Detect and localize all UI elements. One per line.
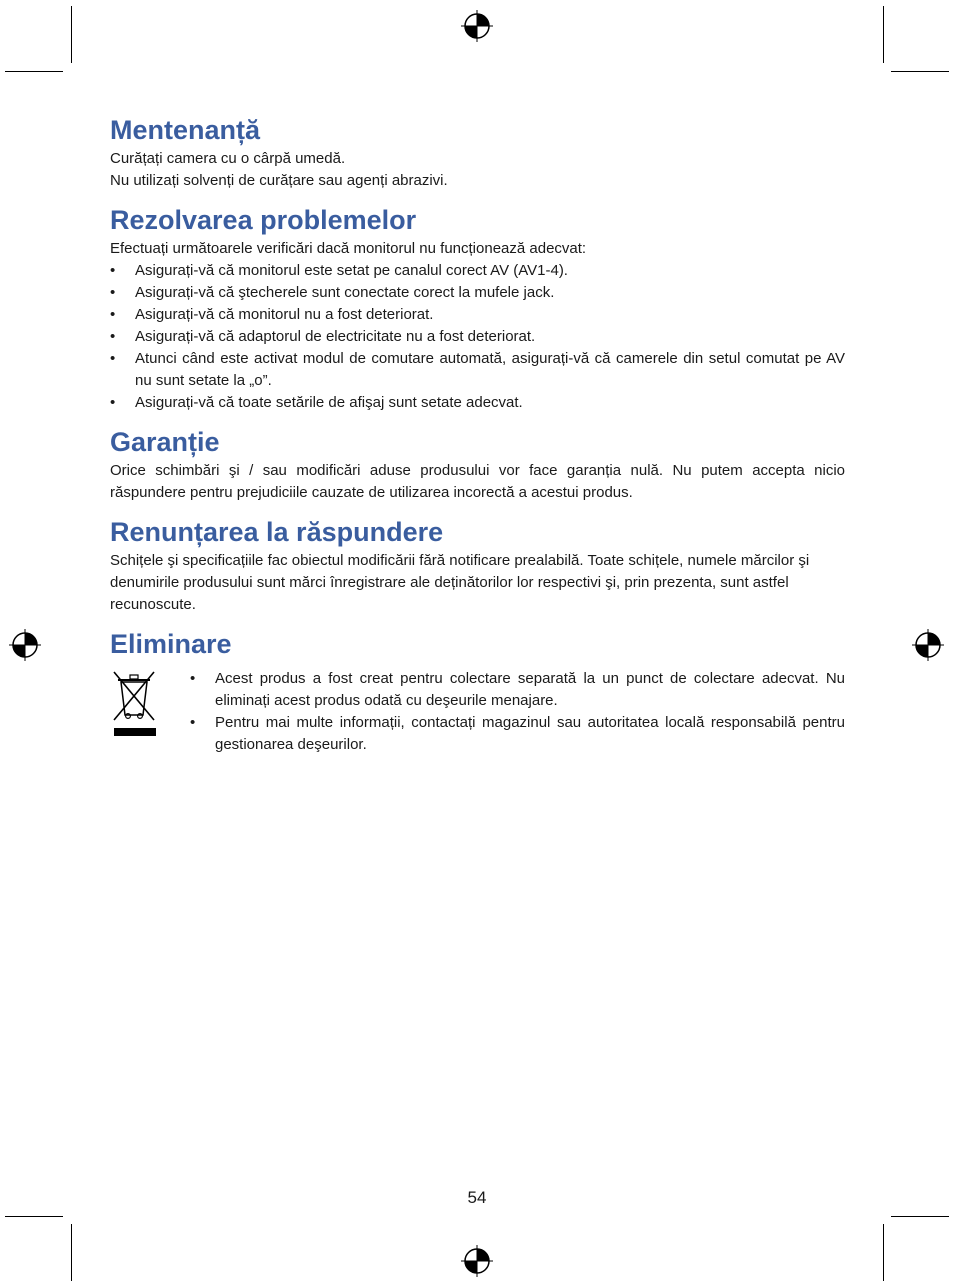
crop-mark [891, 1216, 949, 1217]
registration-mark-icon [461, 1245, 493, 1277]
bullet: • [110, 394, 116, 411]
maintenance-line: Nu utilizați solvenți de curățare sau agenți abrazivi. [110, 172, 448, 189]
bullet: • [110, 306, 116, 323]
registration-mark-icon [912, 629, 944, 661]
warranty-text: Orice schimbări şi / sau modificări aduse produsului vor face garanția nulă. Nu putem accepta nicio răspundere pentru prejudiciile cauzate de utilizarea incorectă a acestui produs. [110, 462, 845, 501]
bullet: • [110, 262, 116, 279]
maintenance-heading: Mentenanță [110, 115, 261, 145]
maintenance-section [110, 112, 845, 192]
crop-mark [71, 1224, 72, 1281]
list-item-text: Asigurați-vă că monitorul nu a fost deteriorat. [135, 306, 434, 323]
crop-mark [883, 6, 884, 63]
page-number: 54 [467, 1188, 487, 1207]
list-item-text: Asigurați-vă că ştecherele sunt conectate corect la mufele jack. [135, 284, 555, 301]
list-item [110, 260, 845, 282]
list-item [110, 304, 845, 326]
list-item-text: Atunci când este activat modul de comutare automată, asigurați-vă că camerele din setul comutat pe AV nu sunt setate la „o”. [135, 350, 845, 389]
bullet: • [110, 328, 116, 345]
crop-mark [71, 6, 72, 63]
crop-mark [891, 71, 949, 72]
disposal-list [190, 668, 845, 756]
list-item-text: Acest produs a fost creat pentru colectare separată la un punct de colectare adecvat. Nu eliminați acest produs odată cu deşeurile menajare. [215, 670, 845, 709]
registration-mark-icon [461, 10, 493, 42]
list-item [190, 668, 845, 712]
disposal-body [110, 668, 845, 756]
bullet: • [110, 350, 116, 367]
list-item [110, 392, 845, 414]
disposal-section [110, 626, 845, 756]
warranty-section [110, 424, 845, 504]
list-item [110, 282, 845, 304]
crossed-out-bin-icon [110, 668, 158, 740]
page-content [110, 112, 845, 766]
warranty-heading: Garanție [110, 427, 220, 457]
list-item-text: Asigurați-vă că adaptorul de electricitate nu a fost deteriorat. [135, 328, 536, 345]
maintenance-line: Curățați camera cu o cârpă umedă. [110, 150, 346, 167]
disclaimer-text: Schițele şi specificațiile fac obiectul modificării fără notificare prealabilă. Toate schițele, numele mărcilor şi denumirile produsului sunt mărci înregistrare ale deținătorilor lor respectivi şi, prin prezenta, sunt astfel recunoscute. [110, 552, 810, 613]
bullet: • [190, 714, 196, 731]
list-item-text: Asigurați-vă că toate setările de afişaj sunt setate adecvat. [135, 394, 523, 411]
disclaimer-heading: Renunțarea la răspundere [110, 517, 444, 547]
crop-mark [5, 71, 63, 72]
troubleshooting-intro: Efectuați următoarele verificări dacă monitorul nu funcționează adecvat: [110, 240, 587, 257]
crop-mark [883, 1224, 884, 1281]
troubleshooting-heading: Rezolvarea problemelor [110, 205, 417, 235]
bullet: • [190, 670, 196, 687]
registration-mark-icon [9, 629, 41, 661]
disposal-heading: Eliminare [110, 629, 232, 659]
list-item [190, 712, 845, 756]
weee-icon-wrap [110, 668, 190, 756]
troubleshooting-section [110, 202, 845, 414]
bullet: • [110, 284, 116, 301]
list-item-text: Pentru mai multe informații, contactați magazinul sau autoritatea locală responsabilă pentru gestionarea deşeurilor. [215, 714, 845, 753]
crop-mark [5, 1216, 63, 1217]
list-item [110, 348, 845, 392]
disclaimer-section [110, 514, 845, 616]
list-item [110, 326, 845, 348]
troubleshooting-list [110, 260, 845, 414]
list-item-text: Asigurați-vă că monitorul este setat pe canalul corect AV (AV1-4). [135, 262, 568, 279]
